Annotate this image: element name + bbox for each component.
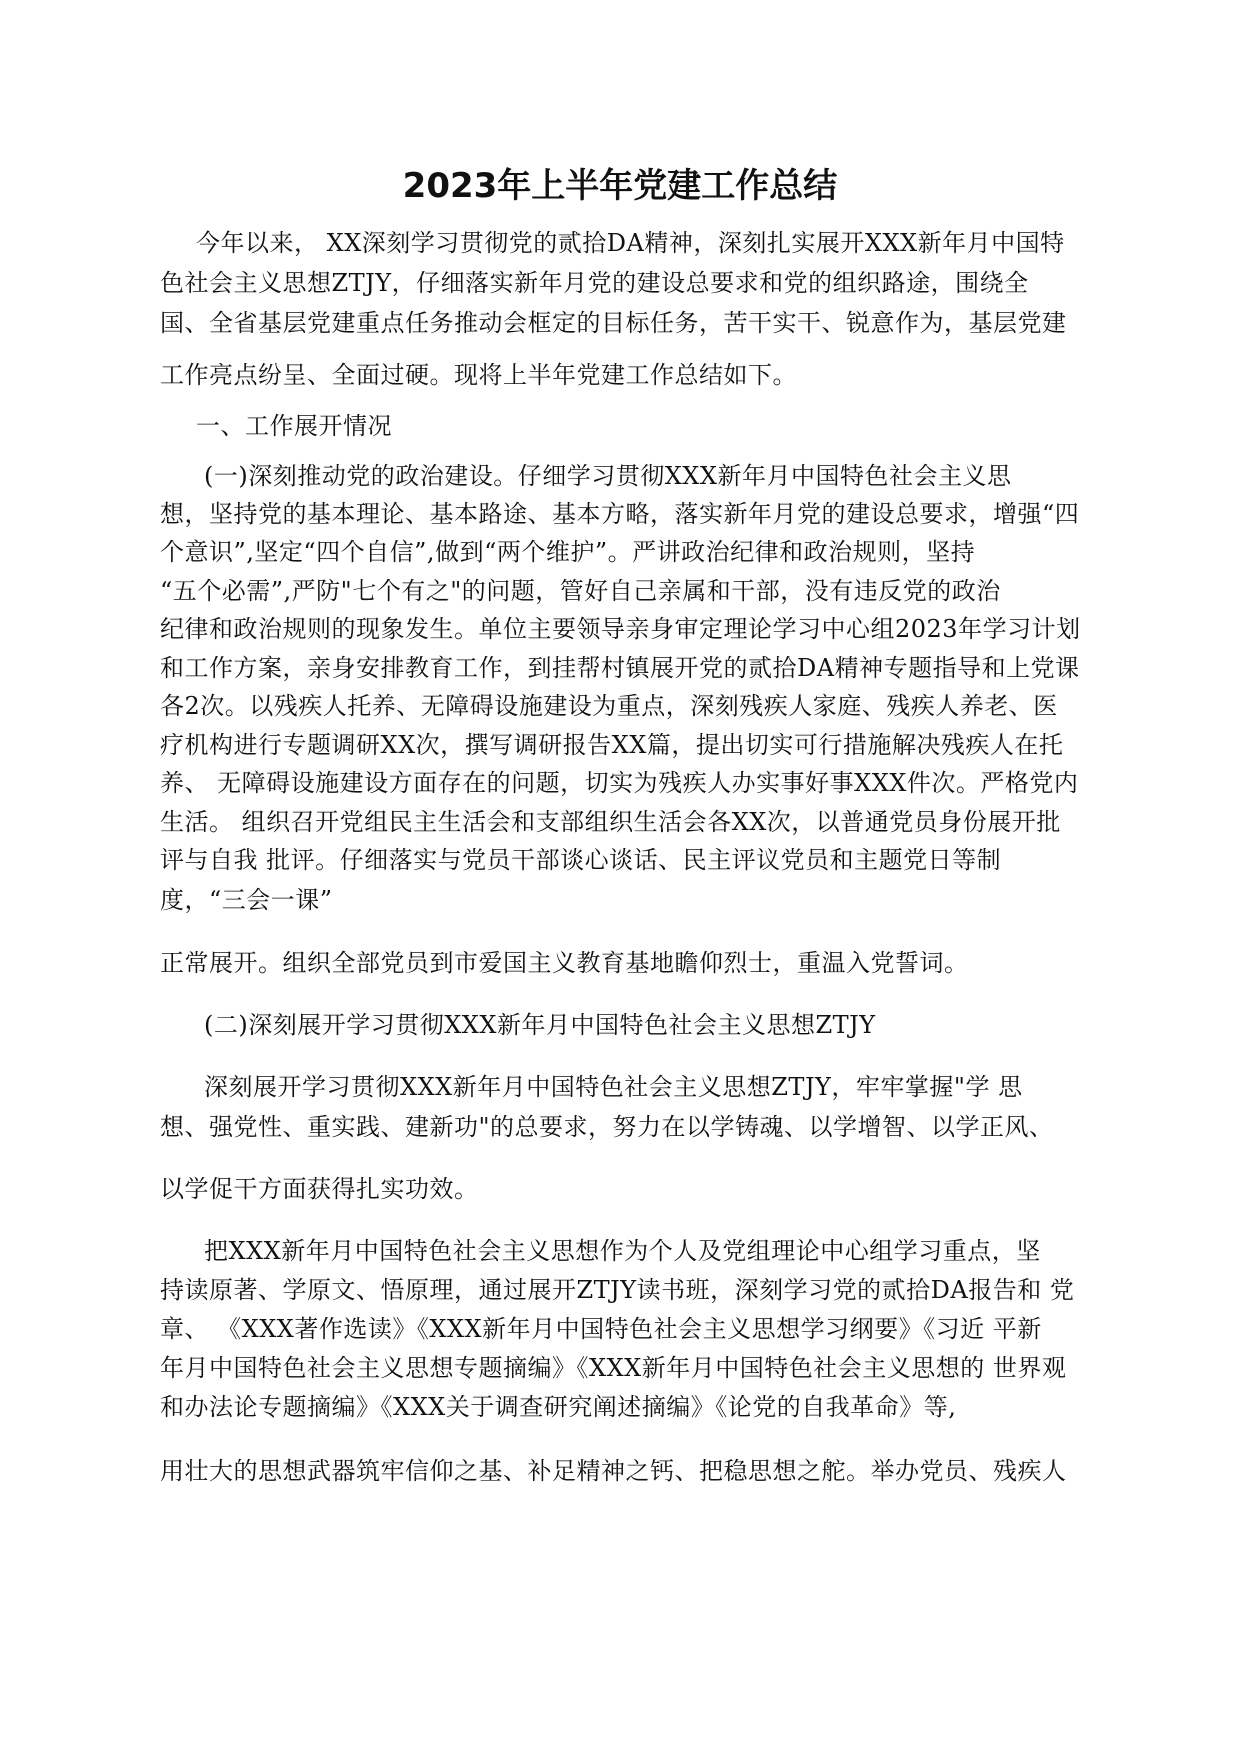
paragraph-line: 度，“三会一课” <box>160 886 333 914</box>
document-title: 2023年上半年党建工作总结 <box>402 166 838 206</box>
paragraph-line: 纪律和政治规则的现象发生。单位主要领导亲身审定理论学习中心组2023年学习计划 <box>160 615 1081 643</box>
paragraph-line: (一)深刻推动党的政治建设。仔细学习贯彻XXX新年月中国特色社会主义思 <box>204 462 1012 490</box>
paragraph-line: 正常展开。组织全部党员到市爱国主义教育基地瞻仰烈士，重温入党誓词。 <box>160 949 969 977</box>
paragraph-line: 和办法论专题摘编》《XXX关于调查研究阐述摘编》《论党的自我革命》等, <box>160 1393 957 1421</box>
paragraph-line: 工作亮点纷呈、全面过硬。现将上半年党建工作总结如下。 <box>160 361 797 389</box>
paragraph-line: 想，坚持党的基本理论、基本路途、基本方略，落实新年月党的建设总要求，增强“四 <box>160 500 1080 528</box>
paragraph-line: 想、强党性、重实践、建新功"的总要求，努力在以学铸魂、以学增智、以学正风、 <box>160 1113 1054 1141</box>
paragraph-line: 章、 《XXX著作选读》《XXX新年月中国特色社会主义思想学习纲要》《习近 平新 <box>160 1315 1042 1343</box>
paragraph-line: 个意识”,坚定“四个自信”,做到“两个维护”。严讲政治纪律和政治规则，坚持 <box>160 538 976 566</box>
paragraph-line: 用壮大的思想武器筑牢信仰之基、补足精神之钙、把稳思想之舵。举办党员、残疾人 <box>160 1457 1067 1485</box>
section-heading: (二)深刻展开学习贯彻XXX新年月中国特色社会主义思想ZTJY <box>204 1011 876 1039</box>
paragraph-line: 今年以来， XX深刻学习贯彻党的贰拾DA精神，深刻扎实展开XXX新年月中国特 <box>196 229 1065 257</box>
paragraph-line: 年月中国特色社会主义思想专题摘编》《XXX新年月中国特色社会主义思想的 世界观 <box>160 1354 1067 1382</box>
paragraph-line: 评与自我 批评。仔细落实与党员干部谈心谈话、民主评议党员和主题党日等制 <box>160 846 1002 874</box>
paragraph-line: 把XXX新年月中国特色社会主义思想作为个人及党组理论中心组学习重点，坚 <box>204 1237 1041 1265</box>
paragraph-line: 深刻展开学习贯彻XXX新年月中国特色社会主义思想ZTJY，牢牢掌握"学 思 <box>204 1073 1023 1101</box>
paragraph-line: 生活。 组织召开党组民主生活会和支部组织生活会各XX次，以普通党员身份展开批 <box>160 808 1061 836</box>
paragraph-line: 持读原著、学原文、悟原理，通过展开ZTJY读书班，深刻学习党的贰拾DA报告和 党 <box>160 1276 1075 1304</box>
paragraph-line: “五个必需”,严防"七个有之"的问题，管好自己亲属和干部，没有违反党的政治 <box>160 577 1001 605</box>
paragraph-line: 国、全省基层党建重点任务推动会框定的目标任务，苦干实干、锐意作为，基层党建 <box>160 309 1067 337</box>
paragraph-line: 疗机构进行专题调研XX次，撰写调研报告XX篇，提出切实可行措施解决残疾人在托 <box>160 731 1064 759</box>
paragraph-line: 养、 无障碍设施建设方面存在的问题，切实为残疾人办实事好事XXX件次。严格党内 <box>160 769 1079 797</box>
paragraph-line: 各2次。以残疾人托养、无障碍设施建设为重点，深刻残疾人家庭、残疾人养老、医 <box>160 692 1058 720</box>
section-heading: 一、工作展开情况 <box>196 412 392 440</box>
paragraph-line: 和工作方案，亲身安排教育工作，到挂帮村镇展开党的贰拾DA精神专题指导和上党课 <box>160 654 1080 682</box>
paragraph-line: 色社会主义思想ZTJY，仔细落实新年月党的建设总要求和党的组织路途，围绕全 <box>160 269 1029 297</box>
paragraph-line: 以学促干方面获得扎实功效。 <box>160 1175 479 1203</box>
